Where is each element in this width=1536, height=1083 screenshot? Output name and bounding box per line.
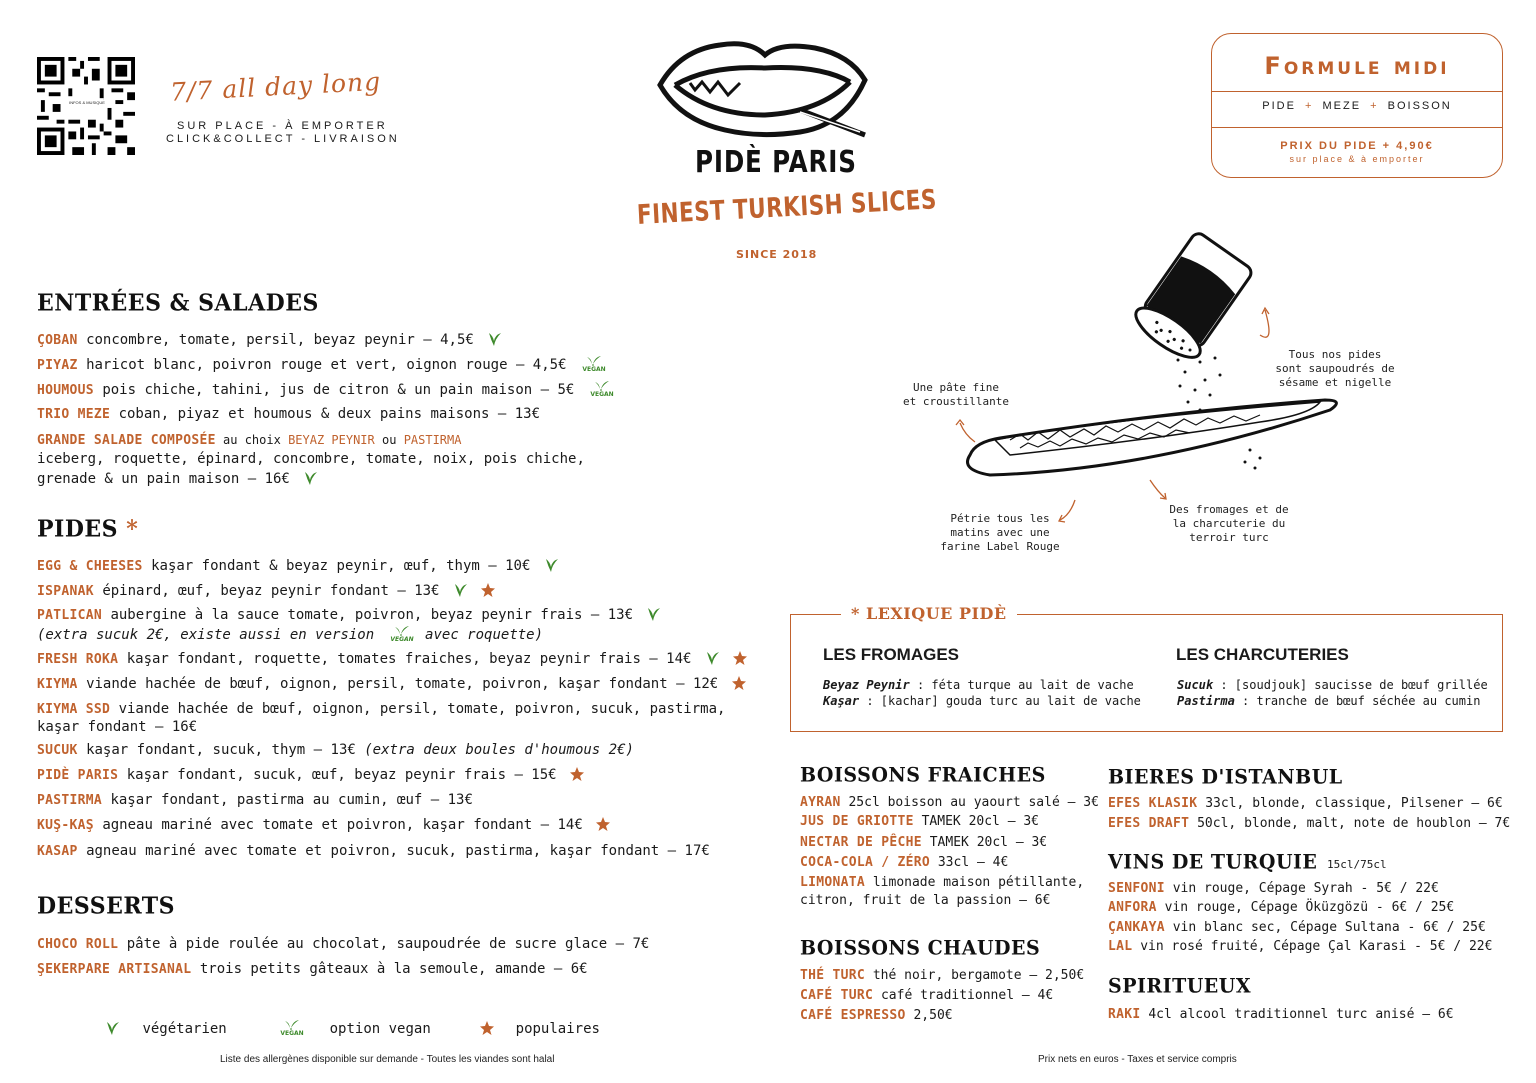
vegetarian-leaf-icon <box>704 650 720 666</box>
pide-kasap: KASAP agneau mariné avec tomate et poivron, sucuk, pastirma, kaşar fondant – 17€ <box>37 843 710 859</box>
spiritueux-title: SPIRITUEUX <box>1108 974 1252 998</box>
entrees-title: ENTRÉES & SALADES <box>37 289 319 317</box>
entree-trio-meze: TRIO MEZE coban, piyaz et houmous & deux pains maisons – 13€ <box>37 406 541 422</box>
footer-left: Liste des allergènes disponible sur demande - Toutes les viandes sont halal <box>220 1054 555 1065</box>
legend <box>100 1018 600 1039</box>
vins-sub: 15cl/75cl <box>1327 858 1387 871</box>
drink-ayran: AYRAN 25cl boisson au yaourt salé – 3€ <box>800 795 1099 810</box>
hours-line-1: SUR PLACE - À EMPORTER <box>177 120 388 132</box>
formule-item-meze: MEZE <box>1322 100 1362 112</box>
formule-divider-bottom <box>1212 127 1502 128</box>
popular-star-icon <box>595 816 611 832</box>
beer-efes-draft: EFES DRAFT 50cl, blonde, malt, note de houblon – 7€ <box>1108 816 1511 831</box>
formule-note: sur place & à emporter <box>1289 154 1425 164</box>
boissons-chaudes-title: BOISSONS CHAUDES <box>800 936 1041 960</box>
desserts-title: DESSERTS <box>37 892 176 920</box>
vegan-icon <box>277 1018 307 1036</box>
lexique-title: * LEXIQUE PIDÈ <box>841 604 1017 623</box>
dessert-sekerpare: ŞEKERPARE ARTISANAL trois petits gâteaux à la semoule, amande – 6€ <box>37 961 588 977</box>
pide-kiyma: KIYMA viande hachée de bœuf, oignon, persil, tomate, poivron, kaşar fondant – 12€ <box>37 674 747 695</box>
drink-limonata: LIMONATA limonade maison pétillante, <box>800 875 1085 890</box>
pide-egg-cheeses: EGG & CHEESES kaşar fondant & beyaz peynir, œuf, thym – 10€ <box>37 556 559 577</box>
entree-houmous: HOUMOUS pois chiche, tahini, jus de citron & un pain maison – 5€ <box>37 379 617 401</box>
qr-code-graphic <box>37 57 135 155</box>
hours-line-2: CLICK&COLLECT - LIVRAISON <box>166 133 400 145</box>
lexique-box <box>790 604 1503 732</box>
pide-ispanak: ISPANAK épinard, œuf, beyaz peynir fondant – 13€ <box>37 581 496 602</box>
lexique-charcuteries-l1: Sucuk : [soudjouk] saucisse de bœuf grillée <box>1177 678 1488 692</box>
popular-star-icon <box>479 1020 495 1036</box>
annot-fromages: Des fromages et de la charcuterie du terroir turc <box>1169 503 1289 544</box>
qr-caption: INFOS & MUSIQUE <box>69 100 105 105</box>
vegetarian-leaf-icon <box>645 606 661 622</box>
pide-pide-paris: PIDÈ PARIS kaşar fondant, sucuk, œuf, beyaz peynir frais – 15€ <box>37 765 585 786</box>
formule-item-boisson: BOISSON <box>1387 100 1452 112</box>
pide-pastirma: PASTIRMA kaşar fondant, pastirma au cumin, œuf – 13€ <box>37 792 473 808</box>
lexique-fromages-title: LES FROMAGES <box>823 645 960 664</box>
bieres-title: BIERES D'ISTANBUL <box>1108 765 1343 789</box>
pide-patlican: PATLICAN aubergine à la sauce tomate, poivron, beyaz peynir frais – 13€ <box>37 605 661 626</box>
formule-plus-1: + <box>1305 100 1314 112</box>
vegetarian-leaf-icon <box>452 582 468 598</box>
entree-coban: ÇOBAN concombre, tomate, persil, beyaz peynir – 4,5€ <box>37 330 502 351</box>
lexique-fromages-l2: Kaşar : [kachar] gouda turc au lait de vache <box>823 694 1141 708</box>
drink-nectar-peche: NECTAR DE PÊCHE TAMEK 20cl – 3€ <box>800 835 1048 850</box>
formule-title: Formule midi <box>1264 52 1450 80</box>
vegan-icon <box>587 379 617 397</box>
wine-senfoni: SENFONI vin rouge, Cépage Syrah - 5€ / 22€ <box>1108 881 1439 896</box>
formule-items <box>1212 100 1502 112</box>
formule-divider-top <box>1212 91 1502 92</box>
qr-code[interactable] <box>37 57 135 155</box>
vins-title: VINS DE TURQUIE 15cl/75cl <box>1108 850 1387 874</box>
popular-star-icon <box>732 650 748 666</box>
formule-plus-2: + <box>1370 100 1379 112</box>
pide-fresh-roka: FRESH ROKA kaşar fondant, roquette, tomates fraiches, beyaz peynir frais – 14€ <box>37 649 748 670</box>
pide-kiyma-ssd-cont: kaşar fondant – 16€ <box>37 719 198 735</box>
dessert-choco-roll: CHOCO ROLL pâte à pide roulée au chocolat, saupoudrée de sucre glace – 7€ <box>37 936 650 952</box>
lexique-fromages-l1: Beyaz Peynir : féta turque au lait de vache <box>823 678 1134 692</box>
logo <box>650 40 880 140</box>
wine-anfora: ANFORA vin rouge, Cépage Öküzgözü - 6€ / 25€ <box>1108 900 1455 915</box>
vegetarian-leaf-icon <box>486 331 502 347</box>
vegetarian-leaf-icon <box>543 557 559 573</box>
vegan-icon <box>579 354 609 372</box>
brand-since: SINCE 2018 <box>736 248 818 261</box>
annot-pate-fine: Une pâte fine et croustillante <box>903 381 1009 408</box>
pide-patlican-note: (extra sucuk 2€, existe aussi en version avec roquette) <box>37 624 543 645</box>
salade-desc-1: iceberg, roquette, épinard, concombre, tomate, noix, pois chiche, <box>37 451 585 467</box>
drink-limonata-cont: citron, fruit de la passion – 6€ <box>800 893 1051 908</box>
drink-coca: COCA-COLA / ZÉRO 33cl – 4€ <box>800 855 1009 870</box>
drink-jus-griotte: JUS DE GRIOTTE TAMEK 20cl – 3€ <box>800 814 1040 829</box>
spirit-raki: RAKI 4cl alcool traditionnel turc anisé – 6€ <box>1108 1007 1454 1022</box>
lexique-charcuteries-l2: Pastirma : tranche de bœuf séchée au cumin <box>1177 694 1481 708</box>
footer-right: Prix nets en euros - Taxes et service compris <box>1038 1054 1237 1065</box>
entree-grande-salade: GRANDE SALADE COMPOSÉE au choix BEYAZ PEYNIR ou PASTIRMA <box>37 433 462 448</box>
lexique-charcuteries-title: LES CHARCUTERIES <box>1176 645 1349 664</box>
pides-title: PIDES * <box>37 515 139 543</box>
wine-lal: LAL vin rosé fruité, Cépage Çal Karasi - 5€ / 22€ <box>1108 939 1493 954</box>
beer-efes-klasik: EFES KLASIK 33cl, blonde, classique, Pilsener – 6€ <box>1108 796 1503 811</box>
wine-cankaya: ÇANKAYA vin blanc sec, Cépage Sultana - 6€ / 25€ <box>1108 920 1486 935</box>
drink-cafe-espresso: CAFÉ ESPRESSO 2,50€ <box>800 1008 953 1023</box>
formule-price: PRIX DU PIDE + 4,90€ <box>1280 140 1434 152</box>
popular-star-icon <box>731 675 747 691</box>
popular-star-icon <box>480 582 496 598</box>
drink-the-turc: THÉ TURC thé noir, bergamote – 2,50€ <box>800 968 1085 983</box>
salade-desc-2: grenade & un pain maison – 16€ <box>37 469 318 489</box>
brand-tagline: FINEST TURKISH SLICES <box>636 184 938 231</box>
popular-star-icon <box>569 766 585 782</box>
pide-kus-kas: KUŞ-KAŞ agneau mariné avec tomate et poivron, kaşar fondant – 14€ <box>37 815 611 836</box>
annot-petrie: Pétrie tous les matins avec une farine Label Rouge <box>940 512 1060 553</box>
entree-piyaz: PIYAZ haricot blanc, poivron rouge et vert, oignon rouge – 4,5€ <box>37 354 609 376</box>
drink-cafe-turc: CAFÉ TURC café traditionnel – 4€ <box>800 988 1054 1003</box>
vegetarian-leaf-icon <box>104 1020 120 1036</box>
pide-kiyma-ssd: KIYMA SSD viande hachée de bœuf, oignon, persil, tomate, poivron, sucuk, pastirma, <box>37 701 726 717</box>
annot-saupoudres: Tous nos pides sont saupoudrés de sésame et nigelle <box>1275 348 1395 389</box>
vegetarian-leaf-icon <box>302 470 318 486</box>
boissons-fraiches-title: BOISSONS FRAICHES <box>800 763 1046 787</box>
legend-vegan: option vegan <box>329 1021 431 1037</box>
legend-pop: populaires <box>515 1021 600 1037</box>
pides-star: * <box>126 515 139 543</box>
formule-item-pide: PIDE <box>1262 100 1296 112</box>
hours-script: 7/7 all day long <box>169 66 382 107</box>
pide-sucuk: SUCUK kaşar fondant, sucuk, thym – 13€ (extra deux boules d'houmous 2€) <box>37 742 634 758</box>
legend-veg: végétarien <box>142 1021 227 1037</box>
lips-logo-icon <box>650 40 880 140</box>
vegan-icon <box>387 624 417 642</box>
formule-midi-box <box>1211 33 1503 178</box>
brand-name: PIDÈ PARIS <box>695 145 857 180</box>
